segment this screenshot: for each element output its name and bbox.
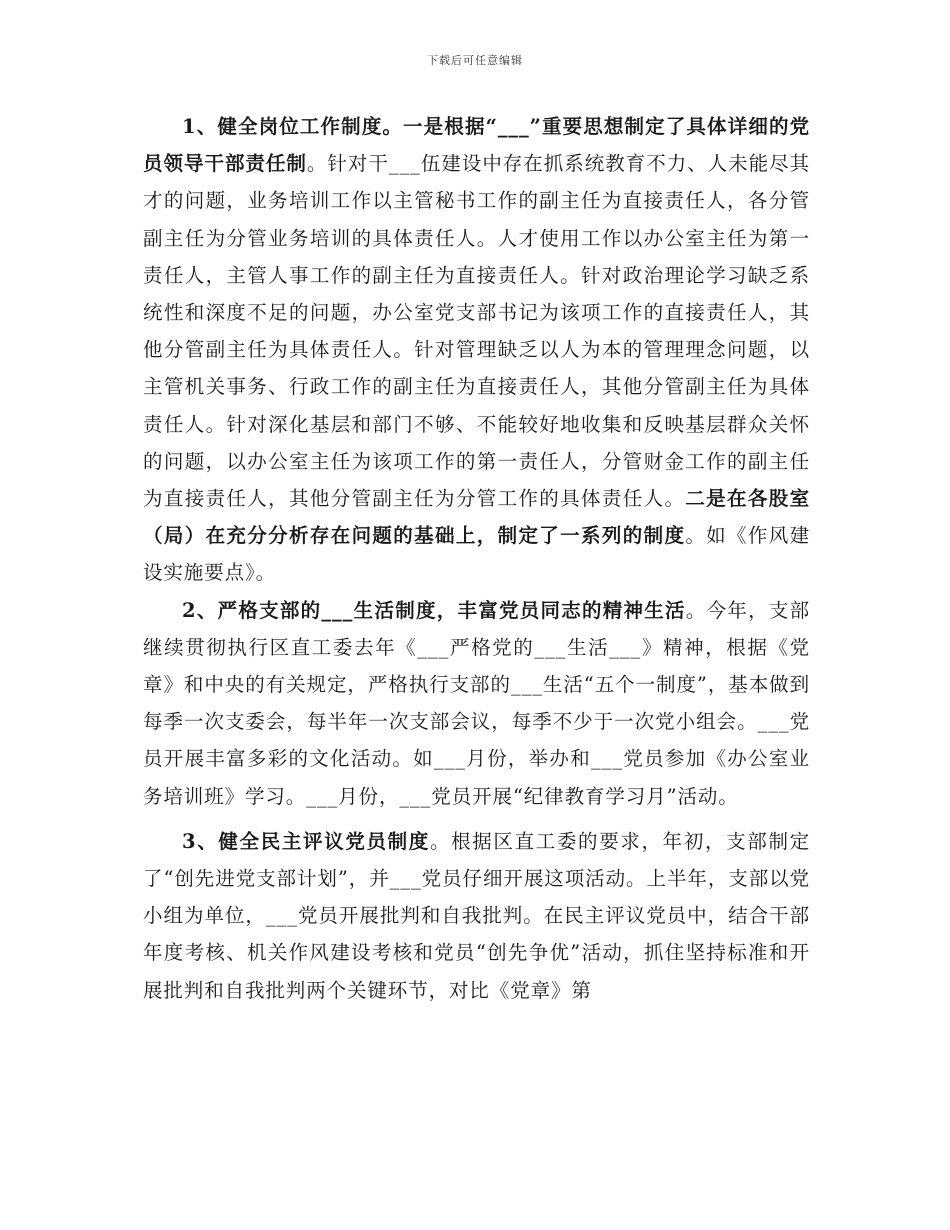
paragraph-1-tail: 。如《作风建设实施要点》。 <box>143 524 811 585</box>
paragraph-2-heading: 2、严格支部的___生活制度，丰富党员同志的精神生活 <box>182 598 686 622</box>
paragraph-2-text: 。今年，支部继续贯彻执行区直工委去年《___严格党的___生活___》精神，根据《党章》和中央的有关规定，严格执行支部的___生活“五个一制度”，基本做到每季一次支委会，每半年一次支部会议，每季不少于一次党小组会。___党员开展丰富多彩的文化活动。如___月份，举办和___党员参加《办公室业务培训班》学习。___月份，___党员开展“纪律教育学习月”活动。 <box>143 598 811 808</box>
paragraph-1 <box>143 108 810 592</box>
paragraph-1-heading: 1、健全岗位工作制度。一是根据“___”重要思想制定了具体详细的党员领导干部责任制 <box>143 115 810 176</box>
paragraph-1-text: 。针对干___伍建设中存在抓系统教育不力、人未能尽其才的问题，业务培训工作以主管秘书工作的副主任为直接责任人，各分管副主任为分管业务培训的具体责任人。人才使用工作以办公室主任为第一责任人，主管人事工作的副主任为直接责任人。针对政治理论学习缺乏系统性和深度不足的问题，办公室党支部书记为该项工作的直接责任人，其他分管副主任为具体责任人。针对管理缺乏以人为本的管理理念问题，以主管机关事务、行政工作的副主任为直接责任人，其他分管副主任为具体责任人。针对深化基层和部门不够、不能较好地收集和反映基层群众关怀的问题，以办公室主任为该项工作的第一责任人，分管财金工作的副主任为直接责任人，其他分管副主任为分管工作的具体责任人。 <box>143 152 811 511</box>
paragraph-1-subheading: 二是在各股室（局）在充分分析存在问题的基础上，制定了一系列的制度 <box>143 487 811 548</box>
paragraph-2 <box>143 592 810 815</box>
paragraph-3 <box>143 823 810 1009</box>
paragraph-3-text: 。根据区直工委的要求，年初，支部制定了“创先进党支部计划”，并___党员仔细开展这项活动。上半年，支部以党小组为单位，___党员开展批判和自我批判。在民主评议党员中，结合干部年度考核、机关作风建设考核和党员“创先争优”活动，抓住坚持标准和开展批判和自我批判两个关键环节，对比《党章》第 <box>143 829 811 1002</box>
page-header-caption: 下载后可任意编辑 <box>427 54 523 67</box>
paragraph-3-heading: 3、健全民主评议党员制度 <box>182 829 430 853</box>
document-body <box>143 108 810 1009</box>
